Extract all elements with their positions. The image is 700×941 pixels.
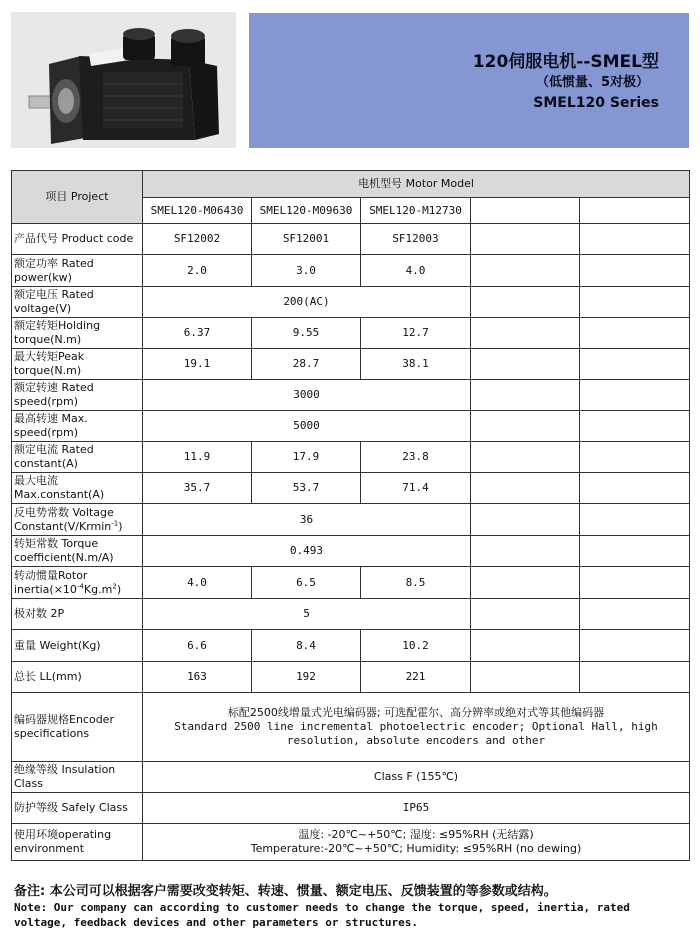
row-label <box>12 567 143 599</box>
spec-table <box>11 170 690 861</box>
row-label: 最大转矩Peak torque(N.m) <box>12 349 143 380</box>
encoder-text-en: Standard 2500 line incremental photoelectric encoder; Optional Hall, high resolution, absolute encoders and other <box>174 720 658 747</box>
row-label: 额定电压 Rated voltage(V) <box>12 287 143 318</box>
model-cell: SMEL120-M12730 <box>361 198 471 224</box>
row-label: 额定转速 Rated speed(rpm) <box>12 380 143 411</box>
row-label: 产品代号 Product code <box>12 224 143 255</box>
series-label: SMEL120 Series <box>533 95 659 111</box>
empty-cell <box>471 224 580 255</box>
note-en: Note: Our company can according to customer needs to change the torque, speed, inertia, rated voltage, feedback devices and other parameters or structures. <box>14 901 630 929</box>
row-label: 绝缘等级 Insulation Class <box>12 762 143 793</box>
superscript: -1 <box>111 518 119 527</box>
empty-cell <box>471 567 580 599</box>
value-cell: 221 <box>361 662 471 693</box>
value-cell: Class F (155℃) <box>143 762 690 793</box>
project-header: 项目 Project <box>12 171 143 224</box>
row-label-part: 转动惯量Rotor <box>14 568 88 582</box>
value-cell: 6.37 <box>143 318 252 349</box>
value-cell: 38.1 <box>361 349 471 380</box>
value-cell: IP65 <box>143 793 690 824</box>
empty-cell <box>471 473 580 504</box>
value-cell: SF12001 <box>252 224 361 255</box>
empty-cell <box>580 349 690 380</box>
value-cell: SF12003 <box>361 224 471 255</box>
value-cell: 23.8 <box>361 442 471 473</box>
value-cell: 9.55 <box>252 318 361 349</box>
value-cell <box>143 824 690 861</box>
value-cell: 0.493 <box>143 536 471 567</box>
row-label-part: Constant(V/Krmin <box>14 519 112 533</box>
empty-cell <box>580 630 690 662</box>
value-cell: 8.4 <box>252 630 361 662</box>
empty-cell <box>471 411 580 442</box>
value-cell: 200(AC) <box>143 287 471 318</box>
row-label: 防护等级 Safely Class <box>12 793 143 824</box>
row-label-part: ) <box>116 582 122 596</box>
value-cell: 2.0 <box>143 255 252 287</box>
page-title: 120伺服电机--SMEL型 <box>472 52 659 72</box>
title-panel <box>249 13 689 148</box>
empty-cell <box>471 662 580 693</box>
value-cell: 192 <box>252 662 361 693</box>
empty-cell <box>580 599 690 630</box>
empty-cell <box>471 318 580 349</box>
empty-cell <box>471 287 580 318</box>
empty-cell <box>580 224 690 255</box>
value-cell: 12.7 <box>361 318 471 349</box>
value-cell: 4.0 <box>361 255 471 287</box>
superscript: -4 <box>76 581 84 590</box>
empty-cell <box>580 442 690 473</box>
empty-cell <box>580 662 690 693</box>
row-label: 额定电流 Rated constant(A) <box>12 442 143 473</box>
empty-cell <box>580 411 690 442</box>
value-cell: 17.9 <box>252 442 361 473</box>
servo-motor-image <box>11 12 236 148</box>
value-cell: 5000 <box>143 411 471 442</box>
row-label: 重量 Weight(Kg) <box>12 630 143 662</box>
empty-cell <box>471 380 580 411</box>
empty-cell <box>471 630 580 662</box>
value-cell: 11.9 <box>143 442 252 473</box>
motor-model-header: 电机型号 Motor Model <box>143 171 690 198</box>
empty-cell <box>471 599 580 630</box>
empty-cell <box>471 442 580 473</box>
environment-text-en: Temperature:-20℃~+50℃; Humidity: ≤95%RH (no dewing) <box>250 842 582 855</box>
environment-text-cn: 温度: -20℃~+50℃; 湿度: ≤95%RH (无结露) <box>298 828 534 841</box>
empty-cell <box>580 504 690 536</box>
value-cell: 6.5 <box>252 567 361 599</box>
value-cell: 4.0 <box>143 567 252 599</box>
value-cell: 35.7 <box>143 473 252 504</box>
value-cell: 36 <box>143 504 471 536</box>
value-cell: 6.6 <box>143 630 252 662</box>
empty-cell <box>580 287 690 318</box>
empty-cell <box>580 536 690 567</box>
row-label: 极对数 2P <box>12 599 143 630</box>
empty-cell <box>580 255 690 287</box>
row-label: 额定转矩Holding torque(N.m) <box>12 318 143 349</box>
row-label: 最大电流 Max.constant(A) <box>12 473 143 504</box>
empty-cell <box>580 567 690 599</box>
row-label-part: inertia(×10 <box>14 582 77 596</box>
empty-cell <box>580 198 690 224</box>
value-cell: 19.1 <box>143 349 252 380</box>
empty-cell <box>471 349 580 380</box>
page-subtitle: （低惯量、5对极） <box>535 75 649 90</box>
value-cell: 3.0 <box>252 255 361 287</box>
row-label <box>12 504 143 536</box>
value-cell: 3000 <box>143 380 471 411</box>
row-label: 编码器规格Encoder specifications <box>12 693 143 762</box>
value-cell: 28.7 <box>252 349 361 380</box>
value-cell: 8.5 <box>361 567 471 599</box>
model-cell: SMEL120-M09630 <box>252 198 361 224</box>
model-cell: SMEL120-M06430 <box>143 198 252 224</box>
row-label: 额定功率 Rated power(kw) <box>12 255 143 287</box>
empty-cell <box>580 473 690 504</box>
value-cell: SF12002 <box>143 224 252 255</box>
encoder-text-cn: 标配2500线增量式光电编码器; 可选配霍尔、高分辨率或绝对式等其他编码器 <box>227 706 605 719</box>
row-label: 最高转速 Max. speed(rpm) <box>12 411 143 442</box>
note-cn: 备注: 本公司可以根据客户需要改变转矩、转速、惯量、额定电压、反馈装置的等参数或结构。 <box>14 884 557 899</box>
empty-cell <box>471 255 580 287</box>
superscript: 2 <box>112 581 117 590</box>
value-cell: 163 <box>143 662 252 693</box>
value-cell <box>143 693 690 762</box>
row-label: 总长 LL(mm) <box>12 662 143 693</box>
value-cell: 53.7 <box>252 473 361 504</box>
row-label-part: Kg.m <box>83 582 113 596</box>
row-label: 转矩常数 Torque coefficient(N.m/A) <box>12 536 143 567</box>
empty-cell <box>580 380 690 411</box>
empty-cell <box>580 318 690 349</box>
empty-cell <box>471 198 580 224</box>
row-label: 使用环境operating environment <box>12 824 143 861</box>
empty-cell <box>471 504 580 536</box>
motor-photo <box>11 12 236 148</box>
value-cell: 5 <box>143 599 471 630</box>
row-label-part: ) <box>118 519 123 533</box>
value-cell: 10.2 <box>361 630 471 662</box>
empty-cell <box>471 536 580 567</box>
value-cell: 71.4 <box>361 473 471 504</box>
row-label-part: 反电势常数 Voltage <box>14 505 114 519</box>
